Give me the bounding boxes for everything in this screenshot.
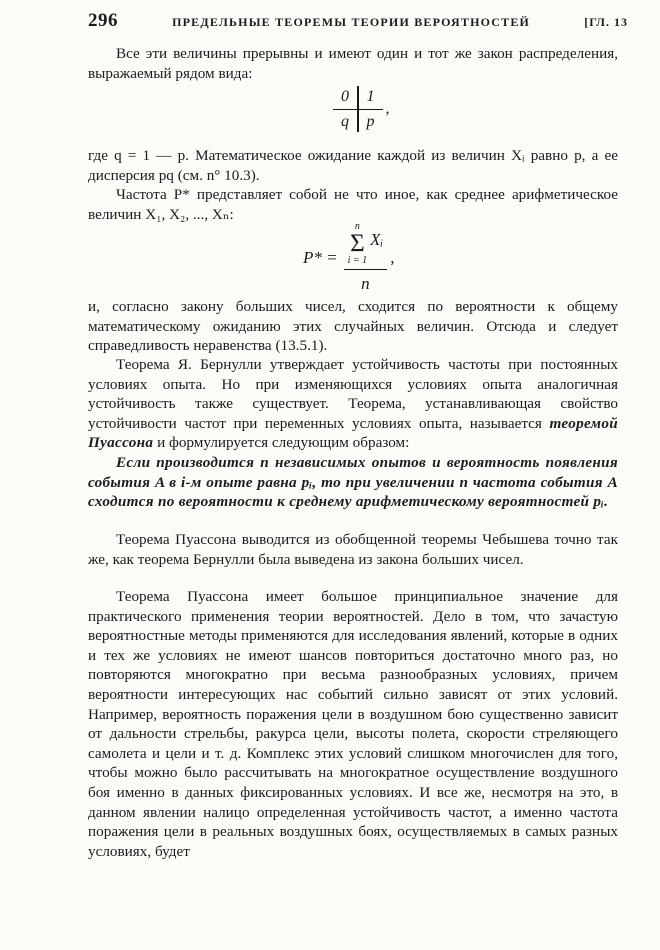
formula-comma: ,: [385, 100, 390, 117]
formula2-comma: ,: [390, 248, 395, 267]
frequency-mean-formula: [303, 222, 394, 294]
table-top-right: 1: [366, 87, 375, 105]
running-title: ПРЕДЕЛЬНЫЕ ТЕОРЕМЫ ТЕОРИИ ВЕРОЯТНОСТЕЙ: [172, 15, 531, 29]
poisson-theorem-statement: Если производится n независимых опытов и вероятность появления события A в i-м опыте равна pᵢ, то при увеличении n частота события A сходится по вероятности к среднему арифметическому вероятностей pᵢ.: [88, 454, 618, 511]
chapter-marker: [ГЛ. 13: [584, 15, 628, 29]
sigma-symbol: Σ: [350, 230, 365, 257]
paragraph-law-large-numbers: и, согласно закону больших чисел, сходится по вероятности к общему математическому ожиданию этих случайных величин. Отсюда и следует справедливость неравенства (13.5.1).: [88, 298, 618, 355]
paragraph-poisson-significance: Теорема Пуассона имеет большое принципиальное значение для практического применения теории вероятностей. Дело в том, что зачастую вероятностные методы применяются для исследования явлений, которые в одних и тех же условиях не имеют шансов повториться достаточно много раз, но повторяются многократно при весьма разнообразных условиях, причем вероятности интересующих нас событий сильно зависят от этих условий. Например, вероятность поражения цели в воздушном бою существенно зависит от дальности стрельбы, ракурса цели, высоты полета, скорости стреляющего самолета и цели и т. д. Комплекс этих условий слишком многочислен для того, чтобы можно было рассчитывать на многократное осуществление воздушного боя именно в данных фиксированных условиях. И все же, несмотря на это, в данном явлении налицо определенная устойчивость частот, а именно частота поражения цели в реальных воздушных боях, осуществляемых в самых разных условиях, будет: [88, 588, 618, 860]
sum-upper-limit: n: [354, 221, 360, 232]
paragraph-frequency: Частота P* представляет собой не что иное, как среднее арифметическое величин X₁, X₂, ..., Xₙ:: [88, 186, 618, 223]
bernoulli-text-end: и формулируется следующим образом:: [157, 434, 410, 452]
table-top-left: 0: [341, 87, 349, 105]
formula-denominator: n: [361, 274, 370, 293]
table-bottom-left: q: [333, 109, 357, 131]
table-bottom-right: p: [359, 109, 383, 131]
paragraph-bernoulli: [88, 355, 618, 453]
sum-lower-limit: i = 1: [347, 255, 368, 266]
distribution-table-formula: [333, 86, 390, 132]
paragraph-poisson-derivation: Теорема Пуассона выводится из обобщенной теоремы Чебышева точно так же, как теорема Бернулли была выведена из закона больших чисел.: [88, 531, 618, 568]
paragraph-expectation: где q = 1 — p. Математическое ожидание каждой из величин Xᵢ равно p, а ее дисперсия pq (см. n° 10.3).: [88, 147, 618, 184]
paragraph-distribution: Все эти величины прерывны и имеют один и тот же закон распределения, выражаемый рядом вида:: [88, 45, 618, 82]
formula-lhs: P* =: [303, 248, 338, 267]
sum-operator: [348, 222, 368, 266]
poisson-theorem-term: теоремой Пуассона: [88, 414, 618, 452]
bernoulli-text-start: Теорема Я. Бернулли утверждает устойчивость частоты при постоянных условиях опыта. Но при изменяющихся условиях опыта аналогичная устойчивость также существует. Теорема, устанавливающая свойство устойчивости частот при переменных условиях опыта, называется: [88, 356, 618, 432]
page-number: 296: [88, 10, 118, 31]
sum-term: Xᵢ: [370, 230, 384, 249]
page-header: [88, 10, 628, 36]
